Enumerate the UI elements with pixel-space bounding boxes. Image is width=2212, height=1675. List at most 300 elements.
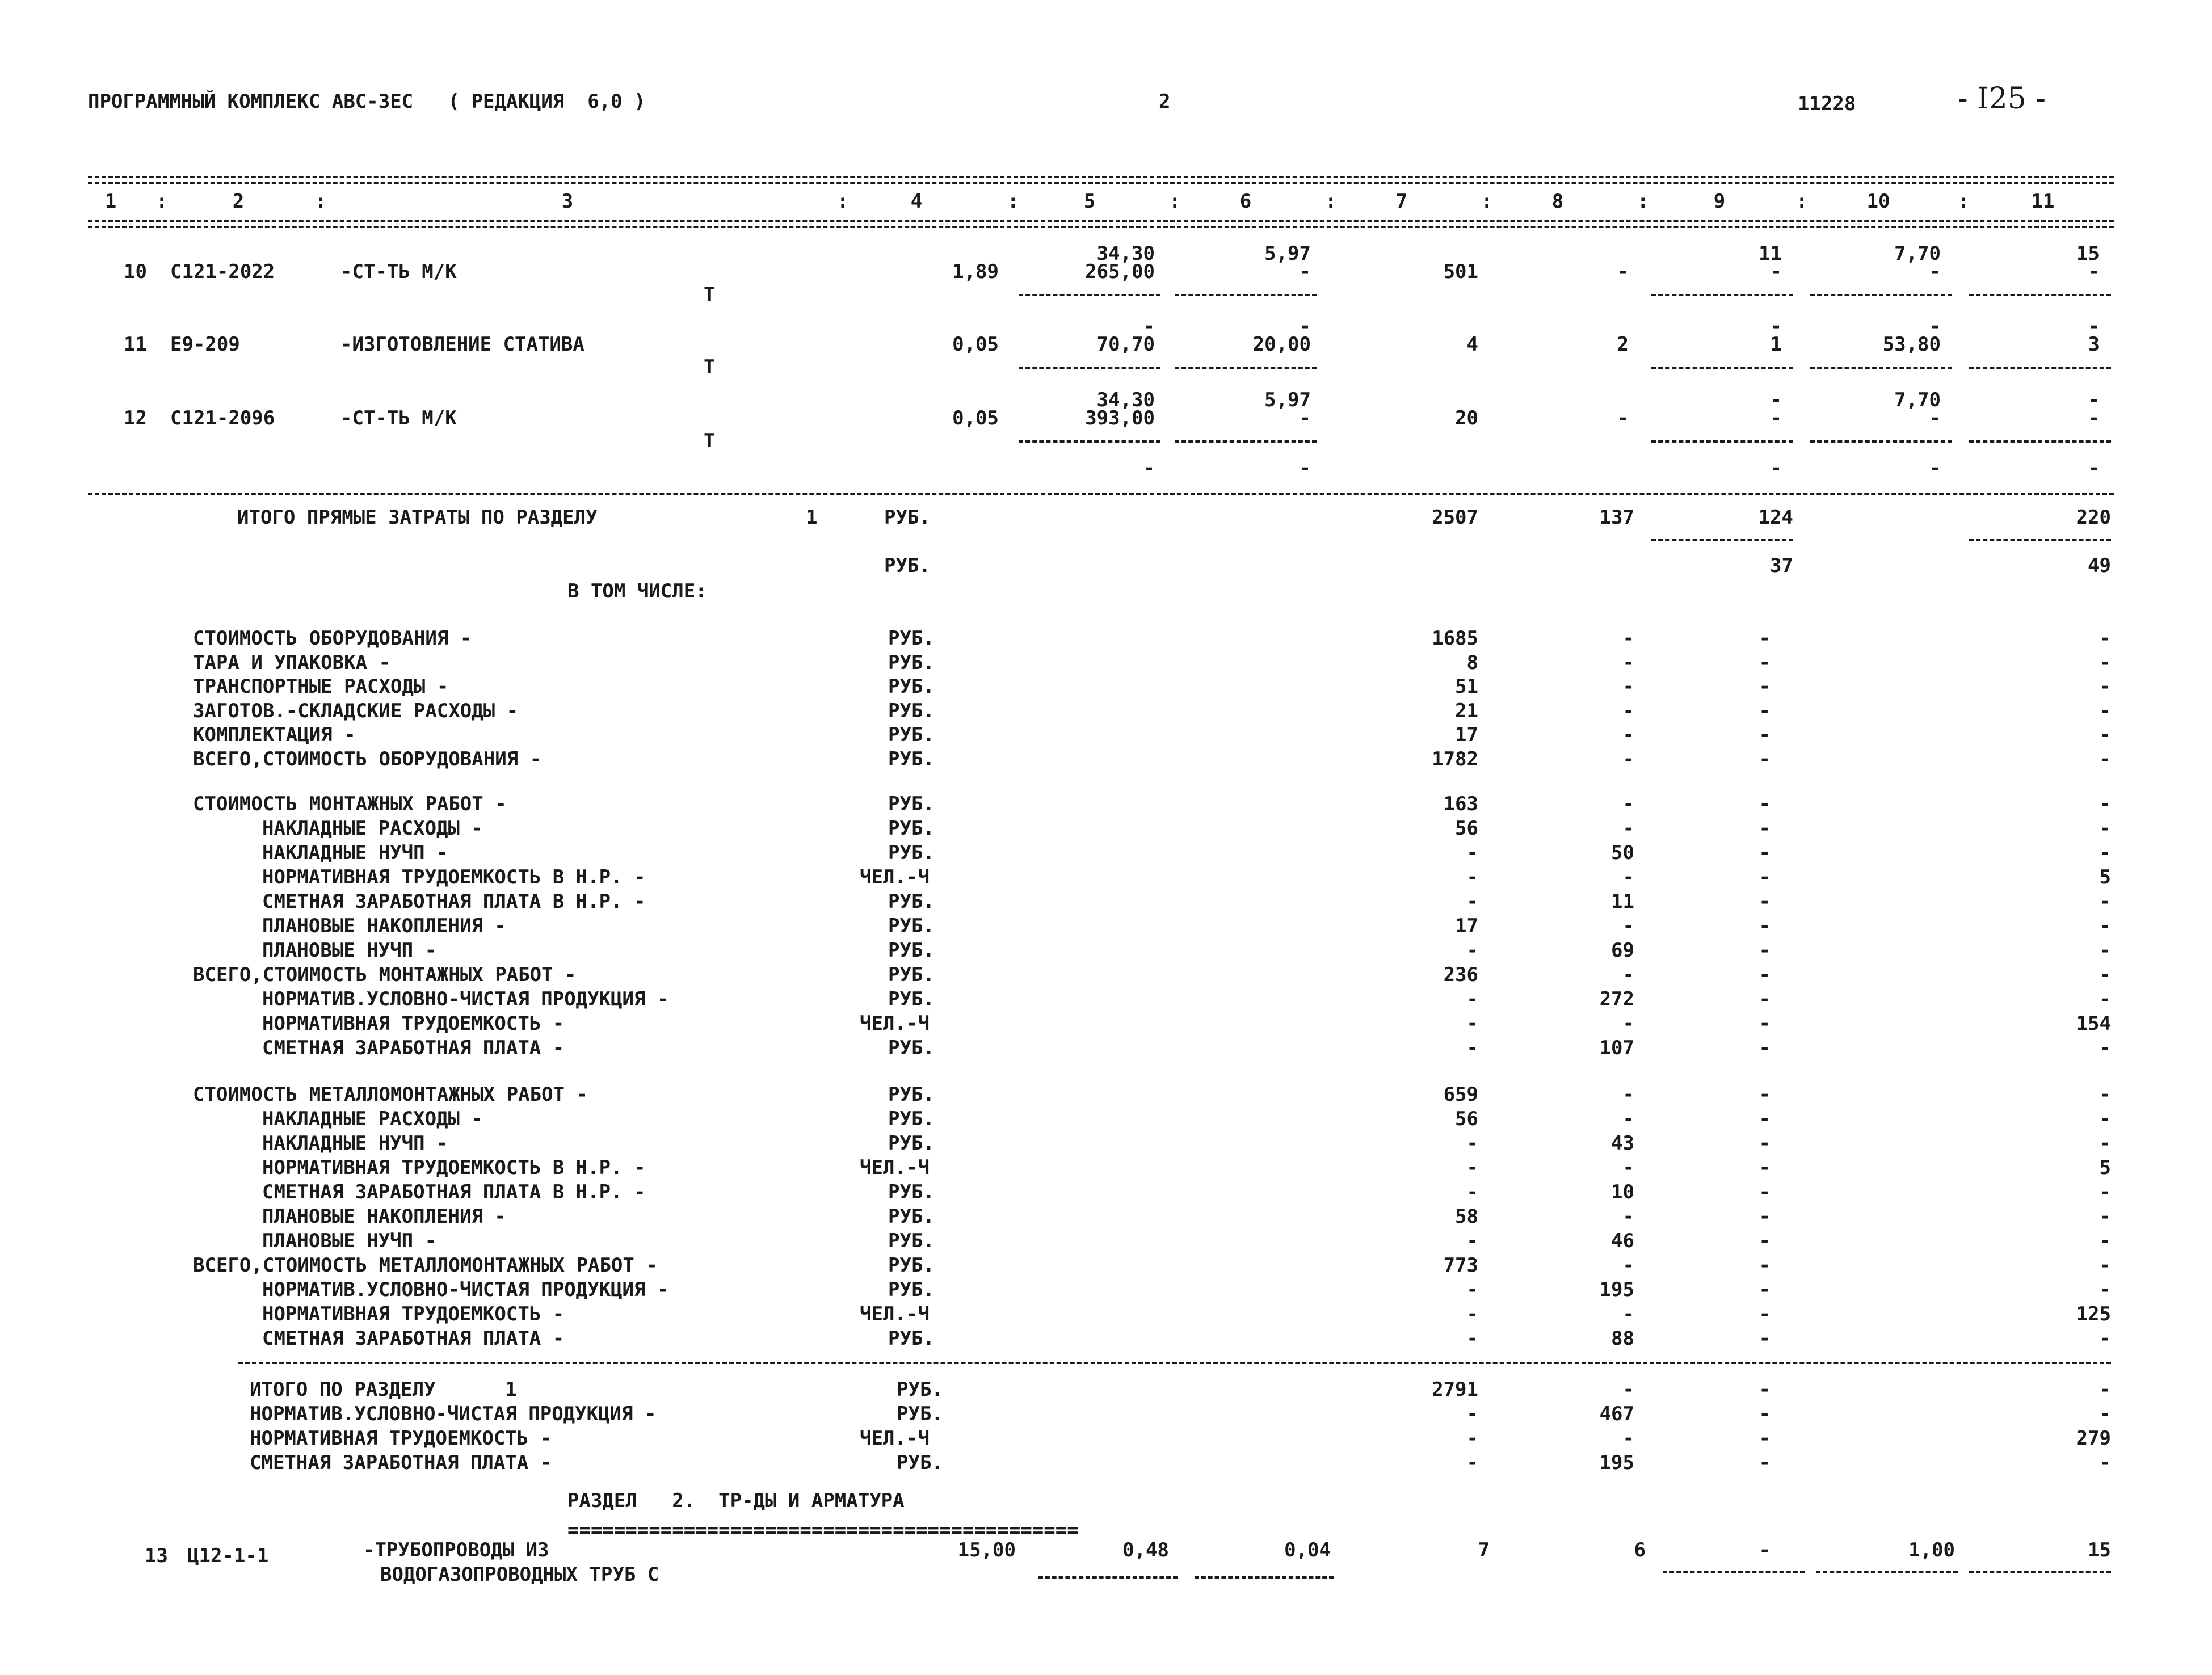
metal-col11: - [2099, 1083, 2111, 1106]
row-col10-bottom: - [1929, 260, 1941, 283]
row13-col5: 0,48 [1122, 1539, 1169, 1562]
row-name: -ИЗГОТОВЛЕНИЕ СТАТИВА [340, 333, 584, 356]
sheet-number: - I25 - [1958, 82, 2046, 116]
metal-col9: - [1759, 1132, 1771, 1155]
total-direct-section: 1 [806, 506, 818, 529]
row-unit: Т [704, 430, 716, 452]
row-col7: 4 [1466, 333, 1478, 356]
row13-rule-col10 [1816, 1571, 1958, 1573]
column-header-11: 11 [2031, 190, 2055, 213]
metal-unit: РУБ. [888, 1083, 935, 1106]
row-col11-top: - [2088, 389, 2100, 411]
equipment-col9: - [1759, 699, 1771, 722]
mounting-col11: - [2099, 988, 2111, 1011]
mounting-col8: 11 [1611, 890, 1634, 913]
mounting-col7: - [1466, 866, 1478, 889]
row-col5-bottom: 70,70 [1096, 333, 1155, 356]
total-direct-col8: 137 [1599, 506, 1634, 529]
row13-col9: - [1759, 1539, 1771, 1562]
column-header-1: 1 [104, 190, 117, 213]
metal-label: НАКЛАДНЫЕ РАСХОДЫ - [262, 1108, 483, 1130]
mounting-unit: РУБ. [888, 817, 935, 840]
mounting-col9: - [1759, 890, 1771, 913]
metal-unit: РУБ. [888, 1108, 935, 1130]
row-rule-col9 [1651, 294, 1793, 296]
row13-quantity: 15,00 [957, 1539, 1016, 1562]
metal-col9: - [1759, 1327, 1771, 1350]
header-bottom-rule [88, 220, 2114, 222]
metal-col11: - [2099, 1327, 2111, 1350]
equipment-unit: РУБ. [888, 651, 935, 674]
mounting-col7: - [1466, 939, 1478, 962]
equipment-unit: РУБ. [888, 675, 935, 698]
row-code: E9-209 [170, 333, 240, 356]
mounting-unit: РУБ. [888, 841, 935, 864]
row13-col7: 7 [1478, 1539, 1490, 1562]
row13-col6: 0,04 [1284, 1539, 1331, 1562]
metal-label: ВСЕГО,СТОИМОСТЬ МЕТАЛЛОМОНТАЖНЫХ РАБОТ - [193, 1254, 658, 1277]
metal-col9: - [1759, 1278, 1771, 1301]
row-rule-col11 [1969, 294, 2111, 296]
mounting-col9: - [1759, 817, 1771, 840]
row12-col10-dash: - [1929, 457, 1941, 479]
row-number: 10 [124, 260, 147, 283]
metal-label: НОРМАТИВНАЯ ТРУДОЕМКОСТЬ В Н.Р. - [262, 1156, 646, 1179]
equipment-col7: 1782 [1432, 747, 1478, 771]
column-separator: : [1958, 190, 1970, 213]
mounting-col7: - [1466, 841, 1478, 864]
mounting-label: НАКЛАДНЫЕ РАСХОДЫ - [262, 817, 483, 840]
equipment-col9: - [1759, 627, 1771, 650]
metal-label: НОРМАТИВНАЯ ТРУДОЕМКОСТЬ - [262, 1303, 565, 1325]
row-col6-top: 5,97 [1264, 242, 1311, 265]
mounting-col11: 154 [2076, 1012, 2111, 1035]
equipment-col11: - [2099, 651, 2111, 674]
mounting-col8: - [1622, 915, 1634, 937]
equipment-label: КОМПЛЕКТАЦИЯ - [193, 723, 356, 746]
mounting-col11: - [2099, 793, 2111, 815]
equipment-col7: 8 [1466, 651, 1478, 674]
metal-col7: - [1466, 1278, 1478, 1301]
section2-title: РАЗДЕЛ 2. ТР-ДЫ И АРМАТУРА [567, 1489, 905, 1512]
row13-col8: 6 [1634, 1539, 1646, 1562]
row-col10-top: - [1929, 315, 1941, 338]
section-total-col8: - [1622, 1427, 1634, 1450]
equipment-unit: РУБ. [888, 699, 935, 722]
row-code: C121-2022 [170, 260, 275, 283]
metal-col9: - [1759, 1230, 1771, 1252]
mounting-label: НОРМАТИВ.УСЛОВНО-ЧИСТАЯ ПРОДУКЦИЯ - [262, 988, 669, 1011]
mounting-col8: - [1622, 817, 1634, 840]
metal-unit: РУБ. [888, 1205, 935, 1228]
row-col9-top: - [1770, 389, 1782, 411]
metal-col8: - [1622, 1108, 1634, 1130]
row-col11-bottom: 3 [2088, 333, 2100, 356]
mounting-col7: 56 [1455, 817, 1478, 840]
mounting-col11: - [2099, 890, 2111, 913]
mounting-col11: 5 [2099, 866, 2111, 889]
row-rule-col6 [1175, 294, 1317, 296]
mounting-label: НОРМАТИВНАЯ ТРУДОЕМКОСТЬ - [262, 1012, 565, 1035]
row-col9-top: 11 [1759, 242, 1782, 265]
mounting-unit: ЧЕЛ.-Ч [860, 1012, 930, 1035]
row-col10-bottom: 53,80 [1882, 333, 1941, 356]
section-total-col9: - [1759, 1427, 1771, 1450]
column-separator: : [315, 190, 327, 213]
row-rule-col10 [1810, 294, 1952, 296]
equipment-col9: - [1759, 651, 1771, 674]
total-direct-col11: 220 [2076, 506, 2111, 529]
metal-col7: - [1466, 1156, 1478, 1179]
row13-rule-col6 [1195, 1576, 1334, 1579]
row12-col11-dash: - [2088, 457, 2100, 479]
mounting-unit: РУБ. [888, 915, 935, 937]
equipment-col9: - [1759, 747, 1771, 771]
equipment-col11: - [2099, 747, 2111, 771]
row13-col10: 1,00 [1908, 1539, 1955, 1562]
header-bottom-rule-2 [88, 226, 2114, 228]
metal-col7: - [1466, 1303, 1478, 1325]
metal-col8: 43 [1611, 1132, 1634, 1155]
row-rule-col5 [1019, 294, 1160, 296]
equipment-col8: - [1622, 627, 1634, 650]
metal-unit: РУБ. [888, 1327, 935, 1350]
row-col7: 20 [1455, 407, 1478, 430]
row-quantity: 0,05 [952, 407, 999, 430]
equipment-col11: - [2099, 723, 2111, 746]
row-col10-top: 7,70 [1894, 389, 1941, 411]
mounting-label: НОРМАТИВНАЯ ТРУДОЕМКОСТЬ В Н.Р. - [262, 866, 646, 889]
equipment-col7: 1685 [1432, 627, 1478, 650]
metal-col9: - [1759, 1156, 1771, 1179]
section-total-col8: - [1622, 1378, 1634, 1401]
metal-col7: 58 [1455, 1205, 1478, 1228]
section-total-col11: 279 [2076, 1427, 2111, 1450]
metal-col8: - [1622, 1254, 1634, 1277]
mounting-col8: - [1622, 793, 1634, 815]
mounting-col11: - [2099, 963, 2111, 986]
row-col11-bottom: - [2088, 407, 2100, 430]
equipment-col8: - [1622, 699, 1634, 722]
mounting-col7: - [1466, 1037, 1478, 1059]
mounting-col9: - [1759, 988, 1771, 1011]
metal-col9: - [1759, 1205, 1771, 1228]
metal-col7: - [1466, 1230, 1478, 1252]
section-total-col9: - [1759, 1378, 1771, 1401]
row-number: 12 [124, 407, 147, 430]
row-col8: 2 [1617, 333, 1629, 356]
equipment-col9: - [1759, 675, 1771, 698]
section-total-rule [238, 1362, 2111, 1364]
column-separator: : [1325, 190, 1337, 213]
metal-col9: - [1759, 1083, 1771, 1106]
row-col9-bottom: - [1770, 407, 1782, 430]
metal-col8: 195 [1599, 1278, 1634, 1301]
document-number: 11228 [1798, 92, 1856, 115]
total-direct-col9: 124 [1758, 506, 1793, 529]
mounting-col8: - [1622, 963, 1634, 986]
column-header-2: 2 [232, 190, 245, 213]
equipment-col7: 21 [1455, 699, 1478, 722]
row13-col11: 15 [2088, 1539, 2111, 1562]
row-rule-col5 [1019, 367, 1160, 369]
metal-unit: РУБ. [888, 1230, 935, 1252]
mounting-col8: - [1622, 1012, 1634, 1035]
metal-label: НОРМАТИВ.УСЛОВНО-ЧИСТАЯ ПРОДУКЦИЯ - [262, 1278, 669, 1301]
column-separator: : [156, 190, 168, 213]
mounting-col11: - [2099, 817, 2111, 840]
row-rule-col9 [1651, 440, 1793, 443]
total-direct-unit2: РУБ. [884, 554, 931, 577]
row-col11-top: - [2088, 315, 2100, 338]
equipment-col7: 51 [1455, 675, 1478, 698]
section-total-label: НОРМАТИВНАЯ ТРУДОЕМКОСТЬ - [250, 1427, 552, 1450]
section-total-unit: ЧЕЛ.-Ч [860, 1427, 930, 1450]
metal-col11: - [2099, 1181, 2111, 1203]
column-separator: : [1169, 190, 1181, 213]
equipment-col9: - [1759, 723, 1771, 746]
row-rule-col10 [1810, 367, 1952, 369]
mounting-col7: - [1466, 1012, 1478, 1035]
mounting-col8: 69 [1611, 939, 1634, 962]
total-direct-rule-col9 [1651, 539, 1793, 541]
section-total-unit: РУБ. [897, 1378, 943, 1401]
equipment-label: СТОИМОСТЬ ОБОРУДОВАНИЯ - [193, 627, 472, 650]
equipment-label: ЗАГОТОВ.-СКЛАДСКИЕ РАСХОДЫ - [193, 699, 519, 722]
section-total-col8: 195 [1599, 1451, 1634, 1474]
row-quantity: 0,05 [952, 333, 999, 356]
total-direct-col11b: 49 [2088, 554, 2111, 577]
program-title: ПРОГРАММНЫЙ КОМПЛЕКС АВС-3ЕС ( РЕДАКЦИЯ 6,0 ) [88, 90, 646, 113]
including-heading: В ТОМ ЧИСЛЕ: [567, 580, 707, 603]
header-top-rule-2 [88, 182, 2114, 184]
mounting-label: СМЕТНАЯ ЗАРАБОТНАЯ ПЛАТА - [262, 1037, 565, 1059]
metal-col8: 46 [1611, 1230, 1634, 1252]
row-rule-col11 [1969, 367, 2111, 369]
row-col5-bottom: 393,00 [1085, 407, 1155, 430]
column-header-6: 6 [1239, 190, 1252, 213]
row12-col9-dash: - [1770, 457, 1782, 479]
row-name: -СТ-ТЬ М/К [340, 260, 457, 283]
row-col9-bottom: - [1770, 260, 1782, 283]
row13-rule-col11 [1969, 1571, 2111, 1573]
metal-col11: - [2099, 1278, 2111, 1301]
metal-col8: 10 [1611, 1181, 1634, 1203]
mounting-col8: 107 [1599, 1037, 1634, 1059]
equipment-unit: РУБ. [888, 723, 935, 746]
section-total-label: СМЕТНАЯ ЗАРАБОТНАЯ ПЛАТА - [250, 1451, 552, 1474]
row-col9-top: - [1770, 315, 1782, 338]
row12-col6-dash: - [1299, 457, 1311, 479]
metal-col11: - [2099, 1108, 2111, 1130]
row-code: C121-2096 [170, 407, 275, 430]
row-rule-col6 [1175, 367, 1317, 369]
metal-unit: РУБ. [888, 1132, 935, 1155]
row-col10-bottom: - [1929, 407, 1941, 430]
row-col8: - [1617, 407, 1629, 430]
row-col6-top: 5,97 [1264, 389, 1311, 411]
metal-unit: ЧЕЛ.-Ч [860, 1303, 930, 1325]
column-separator: : [1007, 190, 1019, 213]
section-total-col8: 467 [1599, 1403, 1634, 1425]
row-col5-top: 34,30 [1096, 389, 1155, 411]
metal-col8: 88 [1611, 1327, 1634, 1350]
total-direct-label: ИТОГО ПРЯМЫЕ ЗАТРАТЫ ПО РАЗДЕЛУ [237, 506, 598, 529]
mounting-col9: - [1759, 915, 1771, 937]
section-total-col7: - [1466, 1427, 1478, 1450]
mounting-col8: 272 [1599, 988, 1634, 1011]
equipment-col8: - [1622, 723, 1634, 746]
section-total-col11: - [2099, 1403, 2111, 1425]
metal-label: СТОИМОСТЬ МЕТАЛЛОМОНТАЖНЫХ РАБОТ - [193, 1083, 588, 1106]
mounting-label: СМЕТНАЯ ЗАРАБОТНАЯ ПЛАТА В Н.Р. - [262, 890, 646, 913]
mounting-col11: - [2099, 915, 2111, 937]
row13-rule-col9 [1663, 1571, 1805, 1573]
equipment-col11: - [2099, 699, 2111, 722]
metal-col9: - [1759, 1254, 1771, 1277]
mounting-label: ПЛАНОВЫЕ НУЧП - [262, 939, 437, 962]
column-header-8: 8 [1551, 190, 1564, 213]
row-rule-col6 [1175, 440, 1317, 443]
totals-top-rule [88, 493, 2114, 495]
equipment-unit: РУБ. [888, 627, 935, 650]
metal-label: НАКЛАДНЫЕ НУЧП - [262, 1132, 448, 1155]
metal-label: ПЛАНОВЫЕ НАКОПЛЕНИЯ - [262, 1205, 506, 1228]
row-rule-col9 [1651, 367, 1793, 369]
metal-unit: РУБ. [888, 1181, 935, 1203]
section-total-col11: - [2099, 1378, 2111, 1401]
equipment-label: ТРАНСПОРТНЫЕ РАСХОДЫ - [193, 675, 449, 698]
mounting-unit: РУБ. [888, 963, 935, 986]
header-top-rule [88, 176, 2114, 178]
column-header-3: 3 [561, 190, 574, 213]
mounting-unit: РУБ. [888, 939, 935, 962]
row-col9-bottom: 1 [1770, 333, 1782, 356]
equipment-col7: 17 [1455, 723, 1478, 746]
mounting-col9: - [1759, 939, 1771, 962]
metal-col8: - [1622, 1205, 1634, 1228]
row-col6-bottom: - [1299, 407, 1311, 430]
section-total-col11: - [2099, 1451, 2111, 1474]
metal-col9: - [1759, 1181, 1771, 1203]
equipment-col8: - [1622, 651, 1634, 674]
metal-col11: - [2099, 1230, 2111, 1252]
mounting-unit: РУБ. [888, 1037, 935, 1059]
mounting-col7: - [1466, 988, 1478, 1011]
total-direct-col7: 2507 [1432, 506, 1478, 529]
row-col11-bottom: - [2088, 260, 2100, 283]
column-header-9: 9 [1713, 190, 1726, 213]
mounting-col9: - [1759, 963, 1771, 986]
row-col8: - [1617, 260, 1629, 283]
equipment-col11: - [2099, 675, 2111, 698]
metal-col7: - [1466, 1327, 1478, 1350]
row-col6-top: - [1299, 315, 1311, 338]
column-header-7: 7 [1395, 190, 1408, 213]
section2-underline: ============================================ [567, 1519, 1079, 1542]
metal-col7: - [1466, 1181, 1478, 1203]
metal-col11: - [2099, 1132, 2111, 1155]
mounting-col11: - [2099, 1037, 2111, 1059]
mounting-col11: - [2099, 939, 2111, 962]
metal-col8: - [1622, 1303, 1634, 1325]
metal-col8: - [1622, 1083, 1634, 1106]
section-total-col7: 2791 [1432, 1378, 1478, 1401]
row-rule-col10 [1810, 440, 1952, 443]
mounting-label: ПЛАНОВЫЕ НАКОПЛЕНИЯ - [262, 915, 506, 937]
metal-col7: - [1466, 1132, 1478, 1155]
equipment-label: ТАРА И УПАКОВКА - [193, 651, 390, 674]
page-number: 2 [1159, 90, 1171, 113]
row13-code: Ц12-1-1 [187, 1544, 269, 1567]
mounting-col9: - [1759, 866, 1771, 889]
mounting-unit: РУБ. [888, 890, 935, 913]
column-header-4: 4 [910, 190, 923, 213]
mounting-col7: 17 [1455, 915, 1478, 937]
row13-number: 13 [145, 1544, 168, 1567]
metal-label: СМЕТНАЯ ЗАРАБОТНАЯ ПЛАТА В Н.Р. - [262, 1181, 646, 1203]
mounting-col7: 236 [1443, 963, 1478, 986]
metal-unit: РУБ. [888, 1278, 935, 1301]
mounting-unit: РУБ. [888, 793, 935, 815]
equipment-col8: - [1622, 675, 1634, 698]
section-total-col7: - [1466, 1451, 1478, 1474]
row-number: 11 [124, 333, 147, 356]
mounting-col9: - [1759, 793, 1771, 815]
metal-col11: 5 [2099, 1156, 2111, 1179]
mounting-col9: - [1759, 1012, 1771, 1035]
row-col11-top: 15 [2076, 242, 2100, 265]
row-col6-bottom: 20,00 [1252, 333, 1311, 356]
row13-name-line2: ВОДОГАЗОПРОВОДНЫХ ТРУБ С [380, 1563, 659, 1586]
mounting-col8: 50 [1611, 841, 1634, 864]
column-separator: : [837, 190, 849, 213]
section-total-label: ИТОГО ПО РАЗДЕЛУ 1 [250, 1378, 517, 1401]
row-col6-bottom: - [1299, 260, 1311, 283]
metal-label: СМЕТНАЯ ЗАРАБОТНАЯ ПЛАТА - [262, 1327, 565, 1350]
mounting-col11: - [2099, 841, 2111, 864]
row-col7: 501 [1443, 260, 1478, 283]
section-total-label: НОРМАТИВ.УСЛОВНО-ЧИСТАЯ ПРОДУКЦИЯ - [250, 1403, 657, 1425]
mounting-col7: - [1466, 890, 1478, 913]
row-name: -СТ-ТЬ М/К [340, 407, 457, 430]
section-total-unit: РУБ. [897, 1403, 943, 1425]
row-col5-top: 34,30 [1096, 242, 1155, 265]
mounting-col9: - [1759, 1037, 1771, 1059]
row13-rule-col5 [1038, 1576, 1178, 1579]
metal-col9: - [1759, 1303, 1771, 1325]
row12-col5-dash: - [1143, 457, 1155, 479]
equipment-unit: РУБ. [888, 747, 935, 771]
metal-unit: ЧЕЛ.-Ч [860, 1156, 930, 1179]
metal-col9: - [1759, 1108, 1771, 1130]
column-separator: : [1796, 190, 1808, 213]
column-header-5: 5 [1083, 190, 1096, 213]
mounting-label: НАКЛАДНЫЕ НУЧП - [262, 841, 448, 864]
mounting-col8: - [1622, 866, 1634, 889]
row-col5-top: - [1143, 315, 1155, 338]
section-total-col9: - [1759, 1451, 1771, 1474]
row-unit: Т [704, 356, 716, 378]
metal-unit: РУБ. [888, 1254, 935, 1277]
metal-col11: - [2099, 1254, 2111, 1277]
mounting-unit: ЧЕЛ.-Ч [860, 866, 930, 889]
mounting-label: ВСЕГО,СТОИМОСТЬ МОНТАЖНЫХ РАБОТ - [193, 963, 577, 986]
equipment-col11: - [2099, 627, 2111, 650]
row-col5-bottom: 265,00 [1085, 260, 1155, 283]
row-unit: Т [704, 283, 716, 306]
section-total-col7: - [1466, 1403, 1478, 1425]
